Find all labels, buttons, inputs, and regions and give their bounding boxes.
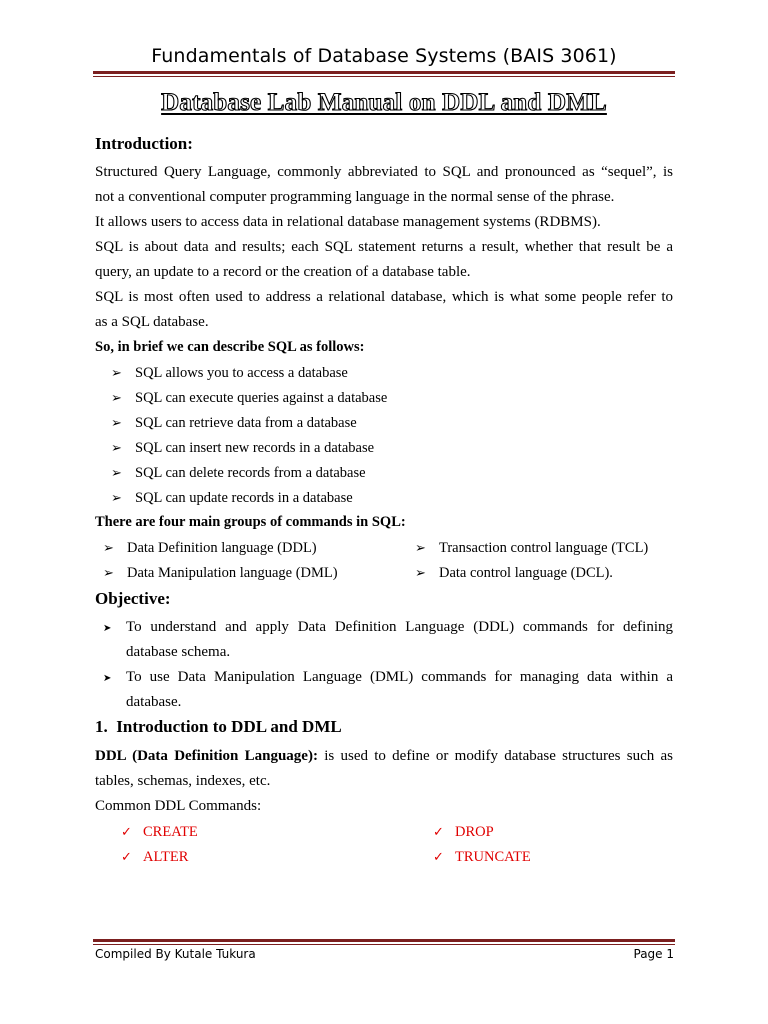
arrow-bullet-icon: ➢ — [103, 540, 114, 555]
header-rule-thin — [93, 76, 675, 77]
arrow-bullet-icon: ➢ — [103, 565, 114, 580]
arrow-bullet-icon: ➤ — [103, 673, 112, 684]
objective-item-1 — [103, 615, 125, 641]
group-item-dcl — [415, 560, 613, 586]
brief-heading: So, in brief we can describe SQL as follows: — [95, 339, 365, 355]
ddl-text: is used to define or modify database structures such as — [317, 748, 674, 764]
checkmark-icon: ✓ — [121, 824, 132, 839]
introduction-heading: Introduction: — [95, 134, 193, 153]
list-item — [111, 410, 357, 436]
common-ddl-label: Common DDL Commands: — [95, 798, 262, 814]
intro-paragraph-3-line-1: SQL is about data and results; each SQL statement returns a result, whether that result be a — [95, 239, 673, 255]
group-item-text: Transaction control language (TCL) — [439, 540, 649, 556]
arrow-bullet-icon: ➢ — [111, 415, 122, 430]
objective-item-1-line-1: To understand and apply Data Definition Language (DDL) commands for defining — [126, 619, 673, 635]
list-item-text: SQL can retrieve data from a database — [135, 415, 357, 431]
header-title: Fundamentals of Database Systems (BAIS 3061) — [151, 45, 617, 67]
group-item-dml — [103, 560, 338, 586]
objective-item-2-line-2: database. — [126, 694, 182, 710]
list-item-text: SQL can update records in a database — [135, 490, 353, 506]
list-item — [111, 360, 348, 386]
document-title: Database Lab Manual on DDL and DML — [161, 89, 607, 116]
intro-paragraph-4-line-2: as a SQL database. — [95, 314, 209, 330]
groups-heading: There are four main groups of commands in SQL: — [95, 514, 406, 530]
footer-author: Compiled By Kutale Tukura — [95, 947, 256, 961]
checkmark-icon: ✓ — [433, 824, 444, 839]
command-text: ALTER — [143, 849, 189, 865]
objective-heading: Objective: — [95, 589, 171, 608]
list-item — [111, 385, 387, 411]
list-item — [111, 460, 366, 486]
group-item-ddl — [103, 535, 317, 561]
group-item-text: Data Manipulation language (DML) — [127, 565, 338, 581]
command-create — [121, 819, 198, 845]
intro-paragraph-1-line-1: Structured Query Language, commonly abbreviated to SQL and pronounced as “sequel”, is — [95, 164, 673, 180]
objective-item-2-line-1: To use Data Manipulation Language (DML) commands for managing data within a — [126, 669, 673, 685]
command-text: CREATE — [143, 824, 198, 840]
arrow-bullet-icon: ➢ — [415, 565, 426, 580]
list-item-text: SQL can insert new records in a database — [135, 440, 375, 456]
objective-item-1-line-2: database schema. — [126, 644, 231, 660]
command-alter — [121, 844, 188, 870]
header-rule-thick — [93, 71, 675, 74]
group-item-tcl — [415, 535, 648, 561]
list-item — [111, 435, 374, 461]
arrow-bullet-icon: ➢ — [111, 390, 122, 405]
ddl-definition-line-1 — [95, 744, 673, 769]
list-item-text: SQL can execute queries against a database — [135, 390, 388, 406]
list-item-text: SQL can delete records from a database — [135, 465, 366, 481]
group-item-text: Data control language (DCL). — [439, 565, 613, 581]
command-drop — [433, 819, 494, 845]
command-truncate — [433, 844, 531, 870]
arrow-bullet-icon: ➢ — [415, 540, 426, 555]
arrow-bullet-icon: ➢ — [111, 465, 122, 480]
arrow-bullet-icon: ➢ — [111, 365, 122, 380]
intro-paragraph-3-line-2: query, an update to a record or the creation of a database table. — [95, 264, 471, 280]
list-item-text: SQL allows you to access a database — [135, 365, 348, 381]
list-item — [111, 485, 353, 511]
arrow-bullet-icon: ➢ — [111, 490, 122, 505]
intro-paragraph-1-line-2: not a conventional computer programming language in the normal sense of the phrase. — [95, 189, 615, 205]
checkmark-icon: ✓ — [433, 849, 444, 864]
intro-paragraph-4-line-1: SQL is most often used to address a relational database, which is what some people refer to — [95, 289, 673, 305]
command-text: TRUNCATE — [455, 849, 531, 865]
command-text: DROP — [455, 824, 494, 840]
ddl-definition-line-2: tables, schemas, indexes, etc. — [95, 773, 271, 789]
footer-rule-thick — [93, 939, 675, 942]
ddl-label: DDL (Data Definition Language): — [95, 748, 318, 764]
arrow-bullet-icon: ➢ — [111, 440, 122, 455]
checkmark-icon: ✓ — [121, 849, 132, 864]
objective-item-2 — [103, 665, 125, 691]
group-item-text: Data Definition language (DDL) — [127, 540, 317, 556]
arrow-bullet-icon: ➤ — [103, 623, 112, 634]
page-number: Page 1 — [633, 947, 674, 961]
intro-paragraph-2: It allows users to access data in relational database management systems (RDBMS). — [95, 214, 601, 230]
footer-rule-thin — [93, 944, 675, 945]
section-1-heading: 1. Introduction to DDL and DML — [95, 717, 342, 736]
